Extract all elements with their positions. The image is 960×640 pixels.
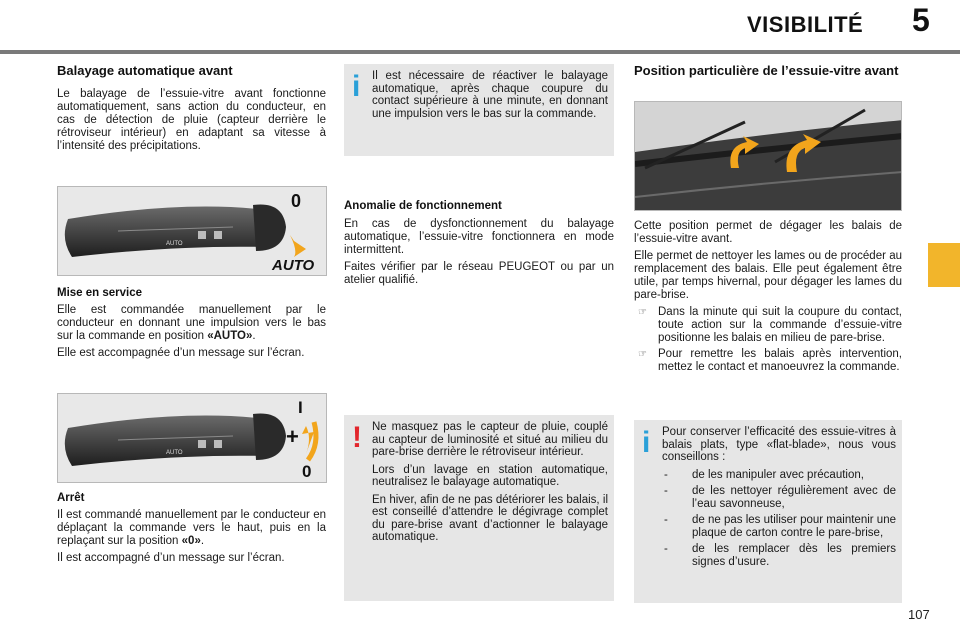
chapter-tab-marker	[928, 243, 960, 287]
subheading-malfunction: Anomalie de fonctionnement	[344, 200, 502, 212]
subheading-stop: Arrêt	[57, 492, 85, 504]
info-box-flat-blade	[634, 420, 902, 603]
warning-icon: !	[352, 421, 362, 454]
svg-text:AUTO: AUTO	[166, 241, 183, 247]
wiper-stalk-auto-illustration	[57, 186, 327, 276]
warning-box	[344, 415, 614, 601]
position-auto: «AUTO»	[207, 330, 253, 342]
bullet-item: ☞ Pour remettre les balais après intervention, mettez le contact et manoeuvrez la commande.	[638, 348, 902, 373]
info-box-reactivation	[344, 64, 614, 156]
list-item: - de ne pas les utiliser pour maintenir une plaque de carton contre le pare-brise,	[664, 514, 896, 539]
stalk-label-zero: 0	[291, 191, 302, 211]
page-number: 107	[908, 607, 930, 622]
info-flat-blade-text: Pour conserver l’efficacité des essuie-vitres à balais plats, type «flat-blade», nous vous conseillons : - de les manipuler avec précaution, - de les nettoyer régulièrement avec de l’eau savonneuse, - de ne pas les utiliser pour maintenir une plaque de carton contre le pare-brise, - de les remplacer dès les premiers signes d’usure.	[662, 426, 896, 568]
chapter-number: 5	[912, 2, 930, 38]
page-section-title: VISIBILITÉ	[747, 12, 864, 37]
malfunction-text: En cas de dysfonctionnement du balayage automatique, l’essuie-vitre fonctionnera en mode intermittent. Faites vérifier par le réseau PEUGEOT ou par un atelier qualifié.	[344, 218, 614, 286]
warning-text: Ne masquez pas le capteur de pluie, couplé au capteur de luminosité et situé au milieu du pare-brise derrière le rétroviseur intérieur. Lors d’un lavage en station automatique, neutralisez le balayage automatique. En hiver, afin de ne pas détériorer les balais, il est conseillé d’attendre le dégivrage complet du pare-brise avant d’actionner le balayage automatique.	[372, 421, 608, 543]
hand-pointer-icon: ☞	[638, 349, 647, 360]
activation-text: Elle est commandée manuellement par le conducteur en donnant une impulsion vers le bas sur la commande en position «AUTO». Elle est accompagnée d’un message sur l’écran.	[57, 304, 326, 359]
hand-pointer-icon: ☞	[638, 307, 647, 318]
intro-paragraph	[57, 88, 326, 157]
header-rule	[0, 50, 960, 54]
special-position-text: Cette position permet de dégager les balais de l’essuie-vitre avant. Elle permet de nettoyer les lames ou de procéder au remplacement des balais. Elle peut également être utile, par temps hivernal, pour dégager les lames du pare-brise. ☞ Dans la minute qui suit la coupure du contact, toute action sur la commande d’essuie-vitre positionne les balais en milieu de pare-brise. ☞ Pour remettre les balais après intervention, mettez le contact et manoeuvrez la commande.	[634, 220, 902, 373]
subheading-activation: Mise en service	[57, 287, 143, 299]
windscreen-drawing	[635, 102, 902, 211]
list-item: - de les remplacer dès les premiers signes d’usure.	[664, 543, 896, 568]
stalk-label-plus: +	[286, 424, 299, 449]
windscreen-wipers-illustration	[634, 101, 902, 211]
info-icon: i	[642, 426, 651, 459]
list-item: - de les manipuler avec précaution,	[664, 468, 864, 481]
intro-text: Le balayage de l’essuie-vitre avant fonctionne automatiquement, sans action du conducteur, en cas de détection de pluie (capteur derrière le rétroviseur intérieur) en adaptant sa vitesse à l’intensité des précipitations.	[57, 88, 326, 152]
stalk-label-zero-bottom: 0	[302, 462, 312, 481]
position-zero: «0»	[181, 535, 201, 547]
heading-special-position: Position particulière de l’essuie-vitre avant	[634, 63, 899, 78]
svg-text:AUTO: AUTO	[166, 450, 183, 456]
bullet-item: ☞ Dans la minute qui suit la coupure du contact, toute action sur la commande d’essuie-vitre positionne les balais en milieu de pare-brise.	[638, 306, 902, 344]
stalk-label-auto: AUTO	[272, 257, 315, 274]
stalk-label-one: I	[298, 398, 303, 417]
info-icon: i	[352, 70, 361, 103]
info-reactivation-text: Il est nécessaire de réactiver le balayage automatique, après chaque coupure du contact supérieure à une minute, en donnant une impulsion vers le bas sur la commande.	[372, 70, 608, 120]
heading-automatic-wiping: Balayage automatique avant	[57, 63, 233, 78]
wiper-stalk-stop-illustration	[57, 393, 327, 483]
stop-text: Il est commandé manuellement par le conducteur en déplaçant la commande vers le haut, puis en la replaçant sur la position «0». Il est accompagné d’un message sur l’écran.	[57, 509, 326, 564]
list-item: - de les nettoyer régulièrement avec de l’eau savonneuse,	[664, 485, 896, 510]
